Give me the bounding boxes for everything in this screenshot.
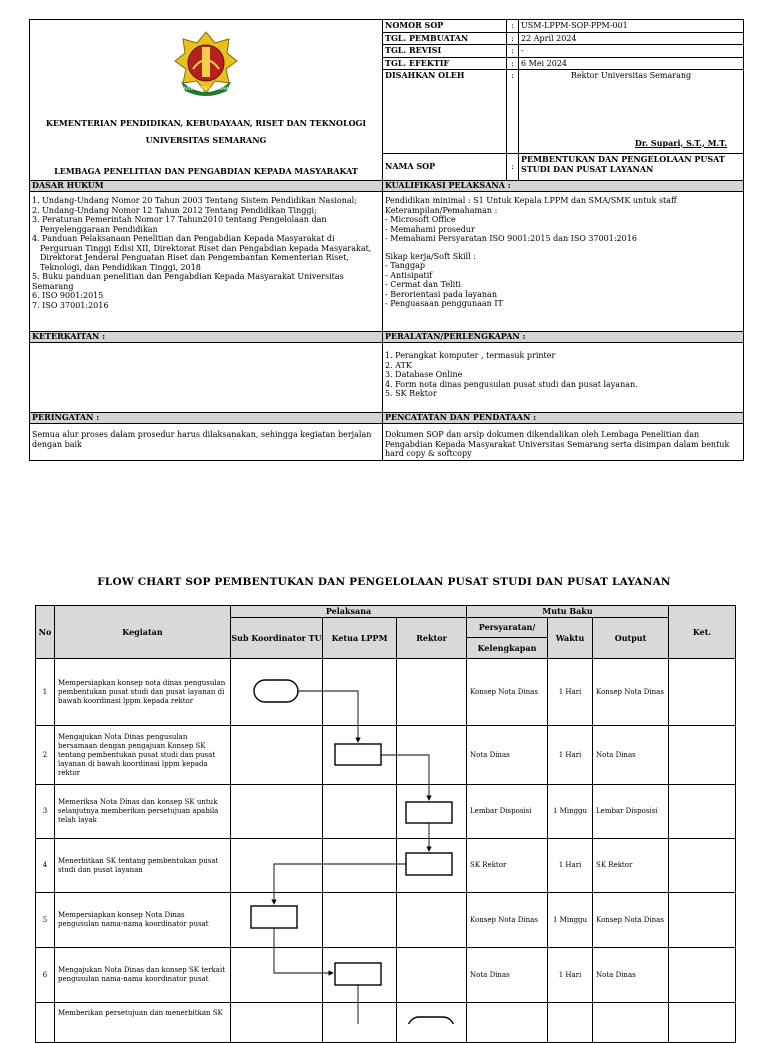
list-item: - Cermat dan Teliti (385, 280, 461, 289)
lane-ketua-lppm (323, 1003, 397, 1043)
row-persyaratan: Lembar Disposisi (467, 785, 548, 839)
lane-sub-koordinator (231, 726, 323, 785)
colon: : (507, 70, 519, 154)
table-row (36, 1003, 736, 1043)
lane-rektor (397, 948, 467, 1003)
col-mutu-baku: Mutu Baku (467, 606, 669, 618)
row-waktu: 1 Minggu (548, 893, 593, 948)
row-kegiatan: Memeriksa Nota Dinas dan konsep SK untuk selanjutnya memberikan persetujuan apabila telah layak (55, 785, 231, 839)
approver-title: Rektor Universitas Semarang (570, 71, 692, 80)
colon: : (507, 154, 519, 181)
lane-sub-koordinator (231, 839, 323, 893)
table-row (36, 893, 736, 948)
row-no: 5 (36, 893, 55, 948)
col-rektor: Rektor (397, 618, 467, 659)
row-kegiatan: Memberikan persetujuan dan menerbitkan SK (55, 1003, 231, 1043)
pencatatan-title: PENCATATAN DAN PENDATAAN : (383, 413, 744, 424)
tgl-revisi-value: - (519, 45, 744, 58)
list-item: 5. SK Rektor (385, 389, 437, 398)
lane-rektor (397, 1003, 467, 1043)
list-item: - Memahami prosedur (385, 224, 475, 234)
row-waktu (548, 1003, 593, 1043)
tgl-pembuatan-value: 22 April 2024 (519, 32, 744, 45)
tgl-pembuatan-label: TGL. PEMBUATAN (383, 32, 507, 45)
tgl-efektif-label: TGL. EFEKTIF (383, 57, 507, 70)
col-persyaratan: Persyaratan/ (467, 618, 548, 638)
lane-sub-koordinator (231, 1003, 323, 1043)
col-waktu: Waktu (548, 618, 593, 659)
table-row (36, 839, 736, 893)
row-no: 3 (36, 785, 55, 839)
row-ket (669, 893, 736, 948)
table-row (36, 948, 736, 1003)
nama-sop-label: NAMA SOP (383, 154, 507, 181)
row-ket (669, 1003, 736, 1043)
keterkaitan-content (30, 343, 383, 413)
lane-ketua-lppm (323, 726, 397, 785)
lane-rektor (397, 839, 467, 893)
list-item: Keterampilan/Pemahaman : (385, 205, 498, 215)
table-row (36, 726, 736, 785)
row-ket (669, 785, 736, 839)
list-item: 7. ISO 37001:2016 (32, 300, 109, 310)
university-logo (171, 29, 241, 101)
list-item: 1. Undang-Undang Nomor 20 Tahun 2003 Tentang Sistem Pendidikan Nasional; (32, 196, 357, 205)
row-ket (669, 659, 736, 726)
list-item: 2. ATK (385, 360, 412, 370)
institution-cell (30, 20, 383, 181)
lane-ketua-lppm (323, 785, 397, 839)
row-kegiatan: Mengajukan Nota Dinas pengusulan bersamaan dengan pengajuan Konsep SK tentang pembentukan pusat studi dan pusat layanan di bawah koordinasi lppm kepada rektor (55, 726, 231, 785)
tgl-revisi-label: TGL. REVISI (383, 45, 507, 58)
list-item: 4. Form nota dinas pengusulan pusat studi dan pusat layanan. (385, 379, 638, 389)
keterkaitan-title: KETERKAITAN : (30, 332, 383, 343)
dasar-hukum-list (30, 192, 383, 332)
kualifikasi-list (383, 192, 744, 332)
lane-rektor (397, 785, 467, 839)
row-no: 2 (36, 726, 55, 785)
institute-name: LEMBAGA PENELITIAN DAN PENGABDIAN KEPADA MASYARAKAT (54, 166, 358, 176)
list-item: - Microsoft Office (385, 215, 456, 224)
colon: : (507, 20, 519, 33)
row-output: SK Rektor (593, 839, 669, 893)
row-output (593, 1003, 669, 1043)
nomor-sop-label: NOMOR SOP (383, 20, 507, 33)
colon: : (507, 45, 519, 58)
svg-text:UNIVERSITAS SEMARANG: UNIVERSITAS SEMARANG (180, 86, 232, 91)
nama-sop-value: PEMBENTUKAN DAN PENGELOLAAN PUSAT STUDI DAN PUSAT LAYANAN (519, 154, 744, 181)
ministry-name: KEMENTERIAN PENDIDIKAN, KEBUDAYAAN, RISET DAN TEKNOLOGI (45, 118, 367, 128)
row-output: Nota Dinas (593, 726, 669, 785)
lane-rektor (397, 893, 467, 948)
list-item: - Berorientasi pada layanan (385, 289, 497, 299)
dasar-hukum-title: DASAR HUKUM (30, 181, 383, 192)
list-item: - Memahami Persyaratan ISO 9001:2015 dan ISO 37001:2016 (385, 234, 637, 243)
colon: : (507, 57, 519, 70)
list-item: Penyelenggaraan Pendidikan (40, 224, 158, 234)
peringatan-title: PERINGATAN : (30, 413, 383, 424)
lane-ketua-lppm (323, 948, 397, 1003)
list-item: - Tanggap (385, 261, 426, 270)
row-kegiatan: Mempersiapkan konsep Nota Dinas pengusulan nama-nama koordinator pusat (55, 893, 231, 948)
lane-ketua-lppm (323, 893, 397, 948)
list-item: Perguruan Tinggi Edisi XII, Direktorat Riset dan Pengabdian kepada Masyarakat, (40, 243, 372, 253)
lane-sub-koordinator (231, 785, 323, 839)
table-row (36, 785, 736, 839)
row-ket (669, 948, 736, 1003)
lane-sub-koordinator (231, 893, 323, 948)
tgl-efektif-value: 6 Mei 2024 (519, 57, 744, 70)
peralatan-title: PERALATAN/PERLENGKAPAN : (383, 332, 744, 343)
flowchart-title: FLOW CHART SOP PEMBENTUKAN DAN PENGELOLAAN PUSAT STUDI DAN PUSAT LAYANAN (97, 576, 671, 588)
list-item: 6. ISO 9001:2015 (32, 291, 104, 300)
col-output: Output (593, 618, 669, 659)
list-item: 2. Undang-Undang Nomor 12 Tahun 2012 Tentang Pendidikan Tinggi; (32, 205, 317, 215)
row-no: 6 (36, 948, 55, 1003)
row-output: Konsep Nota Dinas (593, 659, 669, 726)
row-output: Lembar Disposisi (593, 785, 669, 839)
row-kegiatan: Mengajukan Nota Dinas dan konsep SK terkait pengusulan nama-nama koordinator pusat (55, 948, 231, 1003)
row-persyaratan: Nota Dinas (467, 726, 548, 785)
row-output: Nota Dinas (593, 948, 669, 1003)
col-ketua-lppm: Ketua LPPM (323, 618, 397, 659)
row-persyaratan: SK Rektor (467, 839, 548, 893)
row-output: Konsep Nota Dinas (593, 893, 669, 948)
row-ket (669, 726, 736, 785)
list-item: Direktorat Jenderal Penguatan Riset dan Pengembantan Kementerian Riset, (40, 253, 349, 262)
kualifikasi-title: KUALIFIKASI PELAKSANA : (383, 181, 744, 192)
list-item: - Penguasaan penggunaan IT (385, 299, 503, 308)
list-item: - Antisipatif (385, 270, 433, 280)
university-name: UNIVERSITAS SEMARANG (145, 134, 267, 145)
row-waktu: 1 Minggu (548, 785, 593, 839)
colon: : (507, 32, 519, 45)
list-item: 3. Peraturan Pemerintah Nomor 17 Tahun2010 tentang Pengelolaan dan (32, 215, 327, 224)
signer-name: Dr. Supari, S.T., M.T. (634, 137, 727, 148)
lane-sub-koordinator (231, 948, 323, 1003)
row-no (36, 1003, 55, 1043)
list-item: 1. Perangkat komputer , termasuk printer (385, 351, 556, 360)
row-persyaratan (467, 1003, 548, 1043)
col-ket: Ket. (669, 606, 736, 659)
disahkan-oleh-label: DISAHKAN OLEH (383, 70, 507, 154)
list-item: 3. Database Online (385, 370, 463, 379)
row-kegiatan: Mempersiapkan konsep nota dinas pengusulan pembentukan pusat studi dan pusat layanan di bawah koordinasi lppm kepada rektor (55, 659, 231, 726)
row-persyaratan: Nota Dinas (467, 948, 548, 1003)
flowchart-table (35, 605, 736, 1043)
table-row (36, 659, 736, 726)
list-item: Sikap kerja/Soft Skill : (385, 251, 476, 261)
lane-ketua-lppm (323, 839, 397, 893)
peringatan-text: Semua alur proses dalam prosedur harus dilaksanakan, sehingga kegiatan berjalan dengan baik (30, 424, 383, 461)
row-persyaratan: Konsep Nota Dinas (467, 893, 548, 948)
lane-rektor (397, 659, 467, 726)
col-kegiatan: Kegiatan (55, 606, 231, 659)
row-no: 1 (36, 659, 55, 726)
list-item: Pendidikan minimal : S1 Untuk Kepala LPPM dan SMA/SMK untuk staff (385, 196, 677, 205)
disahkan-oleh-cell (519, 70, 744, 154)
row-waktu: 1 Hari (548, 839, 593, 893)
nomor-sop-value: USM-LPPM-SOP-PPM-001 (519, 20, 744, 33)
row-no: 4 (36, 839, 55, 893)
lane-rektor (397, 726, 467, 785)
row-persyaratan: Konsep Nota Dinas (467, 659, 548, 726)
peralatan-list (383, 343, 744, 413)
pencatatan-text: Dokumen SOP dan arsip dokumen dikendalikan oleh Lembaga Penelitian dan Pengabdian Kepada Masyarakat Universitas Semarang serta disimpan dalam bentuk hard copy & softcopy (383, 424, 744, 461)
row-kegiatan: Menerbitkan SK tentang pembentukan pusat studi dan pusat layanan (55, 839, 231, 893)
col-sub-koordinator: Sub Koordinator TU (231, 618, 323, 659)
col-kelengkapan: Kelengkapan (467, 638, 548, 659)
row-waktu: 1 Hari (548, 659, 593, 726)
list-item: 4. Panduan Pelaksanaan Penelitian dan Pengabdian Kepada Masyarakat di (32, 234, 335, 243)
lane-sub-koordinator (231, 659, 323, 726)
row-ket (669, 839, 736, 893)
col-no: No (36, 606, 55, 659)
row-waktu: 1 Hari (548, 726, 593, 785)
sop-header-table (29, 19, 744, 461)
row-waktu: 1 Hari (548, 948, 593, 1003)
list-item: 5. Buku panduan penelitian dan Pengabdian Kepada Masyarakat Universitas Semarang (32, 272, 344, 291)
list-item: Teknologi, dan Pendidikan Tinggi, 2018 (40, 262, 201, 272)
lane-ketua-lppm (323, 659, 397, 726)
col-pelaksana: Pelaksana (231, 606, 467, 618)
